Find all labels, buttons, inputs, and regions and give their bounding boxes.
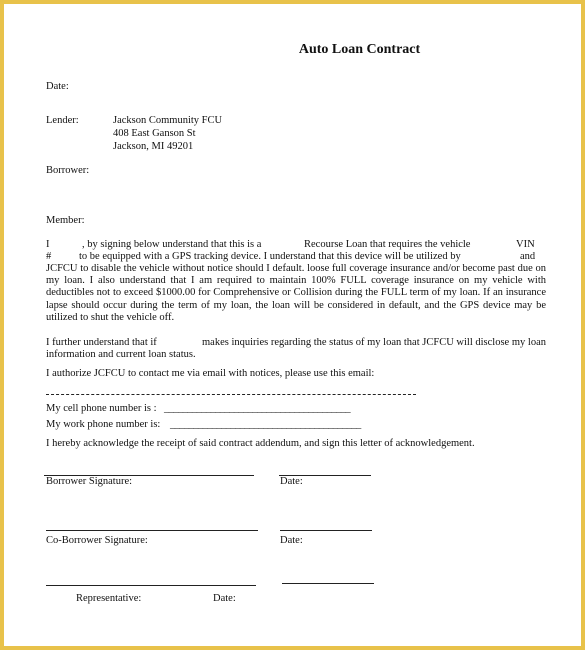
- document-page: [4, 4, 581, 646]
- work-phone-blank[interactable]: _________________________________________: [170, 419, 361, 430]
- para1-vin: VIN: [516, 239, 535, 250]
- date-label: Date:: [46, 81, 69, 92]
- para1-signing: , by signing below understand that this is a: [82, 239, 262, 250]
- cell-phone-blank[interactable]: ________________________________________: [164, 403, 351, 414]
- representative-signature-line[interactable]: [46, 585, 256, 586]
- lender-address-street: 408 East Ganson St: [113, 128, 196, 139]
- para2-body: makes inquiries regarding the status of my loan that JCFCU will disclose my loan information and current loan status.: [46, 337, 546, 361]
- coborrower-date-line[interactable]: [280, 530, 372, 531]
- para1-gps: to be equipped with a GPS tracking device. I understand that this device will be utilized by: [79, 251, 461, 262]
- representative-date-label: Date:: [213, 593, 236, 604]
- para1-body: JCFCU to disable the vehicle without notice should I default. loose full coverage insurance and/or become past due on my loan. I also understand that I am required to maintain 100% FULL coverage insurance on my vehicle with deductibles not to exceed $1000.00 for Comprehensive or Collision during the FULL term of my loan. If an insurance lapse should occur during the term of my loan, the loan will be considered in default, and the GPS device may be utilized to shut the vehicle off.: [46, 263, 546, 323]
- representative-label: Representative:: [76, 593, 142, 604]
- lender-label: Lender:: [46, 115, 79, 126]
- representative-date-line[interactable]: [282, 583, 374, 584]
- cell-phone-label: My cell phone number is :: [46, 403, 157, 414]
- para1-i: I: [46, 239, 50, 250]
- email-blank-line[interactable]: [46, 394, 416, 395]
- acknowledgement: I hereby acknowledge the receipt of said contract addendum, and sign this letter of acknowledgement.: [46, 438, 475, 449]
- borrower-signature-label: Borrower Signature:: [46, 476, 133, 487]
- para1-recourse: Recourse Loan that requires the vehicle: [304, 239, 471, 250]
- work-phone-label: My work phone number is:: [46, 419, 161, 430]
- coborrower-signature-line[interactable]: [46, 530, 258, 531]
- para1-and: and: [520, 251, 536, 262]
- borrower-date-label: Date:: [280, 476, 303, 487]
- member-label: Member:: [46, 215, 85, 226]
- coborrower-date-label: Date:: [280, 535, 303, 546]
- coborrower-signature-label: Co-Borrower Signature:: [46, 535, 148, 546]
- lender-name: Jackson Community FCU: [113, 115, 223, 126]
- para2-start: I further understand that if: [46, 337, 157, 348]
- document-title: Auto Loan Contract: [298, 42, 421, 57]
- borrower-label: Borrower:: [46, 165, 90, 176]
- lender-address-city: Jackson, MI 49201: [113, 141, 194, 152]
- email-authorization: I authorize JCFCU to contact me via email with notices, please use this email:: [46, 368, 375, 379]
- para1-hash: #: [46, 251, 52, 262]
